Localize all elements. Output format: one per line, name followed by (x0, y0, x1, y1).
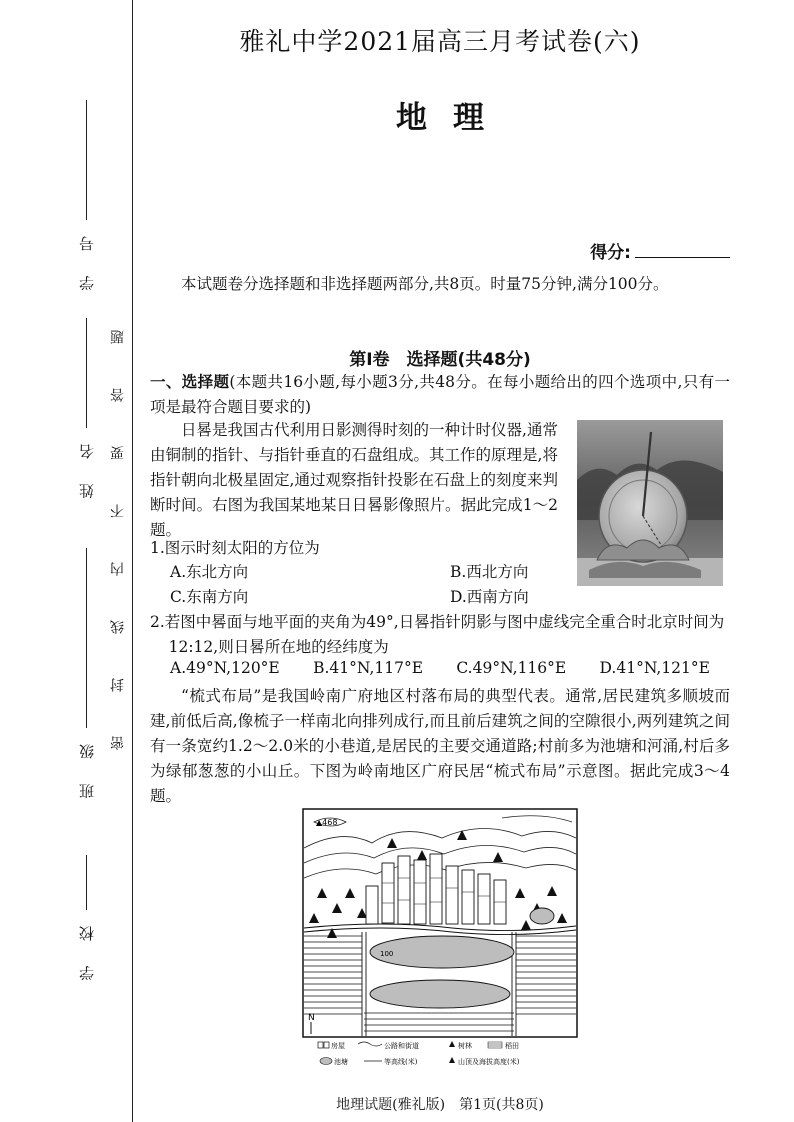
subject-title: 地理 (396, 100, 510, 136)
school-field[interactable] (66, 855, 106, 987)
question-1-stem: 1.图示时刻太阳的方位为 (150, 539, 320, 557)
option-d[interactable]: D.西南方向 (450, 588, 529, 606)
seal-char: 不 (110, 504, 126, 518)
option-c[interactable]: C.49°N,116°E (456, 659, 567, 677)
seal-line-notice (108, 330, 128, 750)
question-1-options-row1 (170, 560, 730, 582)
legend-pond: 池塘 (334, 1058, 348, 1066)
exam-instructions: 本试题卷分选择题和非选择题两部分,共8页。时量75分钟,满分100分。 (181, 275, 669, 293)
q3-4-context: “梳式布局”是我国岭南广府地区村落布局的典型代表。通常,居民建筑多顺坡而建,前低后高,像梳子一样南北向排列成行,而且前后建筑之间的空隙很小,两列建筑之间有一条宽约1.2～2.0米的小巷道,是居民的主要交通道路;村前多为池塘和河涌,村后多为绿郁葱葱的小山丘。下图为岭南地区广府民居“梳式布局”示意图。据此完成3～4题。 (150, 687, 730, 805)
option-c[interactable]: C.东南方向 (170, 588, 249, 606)
binding-line (132, 0, 133, 1122)
legend-contour: 等高线(米) (384, 1058, 418, 1066)
legend-trees: 树林 (458, 1042, 472, 1050)
section-rules: (本题共16小题,每小题3分,共48分。在每小题给出的四个选项中,只有一项是最符合题目要求的) (150, 373, 730, 416)
pond (370, 980, 510, 1008)
comb-layout-map (302, 808, 578, 1070)
seal-char: 题 (110, 330, 126, 344)
student-id-field[interactable] (66, 100, 106, 297)
student-id-label: 学 号 (77, 226, 96, 291)
name-label: 姓 名 (77, 434, 96, 499)
class-field[interactable] (66, 548, 106, 805)
question-2-options (170, 659, 710, 677)
legend-roads: 公路和街道 (384, 1042, 419, 1050)
q1-2-context: 日晷是我国古代利用日影测得时刻的一种计时仪器,通常由铜制的指针、与指针垂直的石盘组成。其工作的原理是,将指针朝向北极星固定,通过观察指针投影在石盘上的刻度来判断时间。右图为我国某地某日日晷影像照片。据此完成1～2题。 (150, 421, 558, 539)
score-blank[interactable] (635, 257, 730, 258)
legend-peak: 山顶及海拔高度(米) (458, 1058, 520, 1066)
seal-char: 封 (110, 678, 126, 692)
option-d[interactable]: D.41°N,121°E (599, 659, 710, 677)
pond (530, 908, 554, 924)
map-legend (318, 1041, 520, 1066)
class-label: 班 级 (77, 734, 96, 799)
seal-char: 要 (110, 446, 126, 460)
seal-char: 线 (110, 620, 126, 634)
question-2-stem: 2.若图中晷面与地平面的夹角为49°,日晷指针阴影与图中虚线完全重合时北京时间为12:12,则日晷所在地的经纬度为 (150, 613, 725, 656)
contour-value-label: 100 (380, 950, 394, 958)
score-box (590, 238, 730, 263)
seal-char: 答 (110, 388, 126, 402)
score-label: 得分: (590, 243, 631, 263)
option-b[interactable]: B.西北方向 (450, 563, 529, 581)
north-label: N (308, 1013, 315, 1023)
option-b[interactable]: B.41°N,117°E (313, 659, 424, 677)
legend-houses: 房屋 (331, 1042, 345, 1050)
exam-title: 雅礼中学2021届高三月考试卷(六) (239, 27, 641, 56)
name-field[interactable] (66, 318, 106, 505)
seal-char: 密 (110, 736, 126, 750)
legend-paddy: 稻田 (505, 1042, 519, 1050)
question-1-options-row2 (170, 585, 730, 607)
section-title: 第Ⅰ卷 选择题(共48分) (349, 350, 531, 370)
page-footer: 地理试题(雅礼版) 第1页(共8页) (336, 1097, 544, 1113)
option-a[interactable]: A.49°N,120°E (170, 659, 280, 677)
section-label: 一、选择题 (150, 373, 230, 391)
section-description (150, 370, 730, 420)
peak-label: ▲468 (316, 818, 338, 827)
seal-char: 内 (110, 562, 126, 576)
option-a[interactable]: A.东北方向 (170, 563, 249, 581)
school-label: 学 校 (77, 916, 96, 981)
